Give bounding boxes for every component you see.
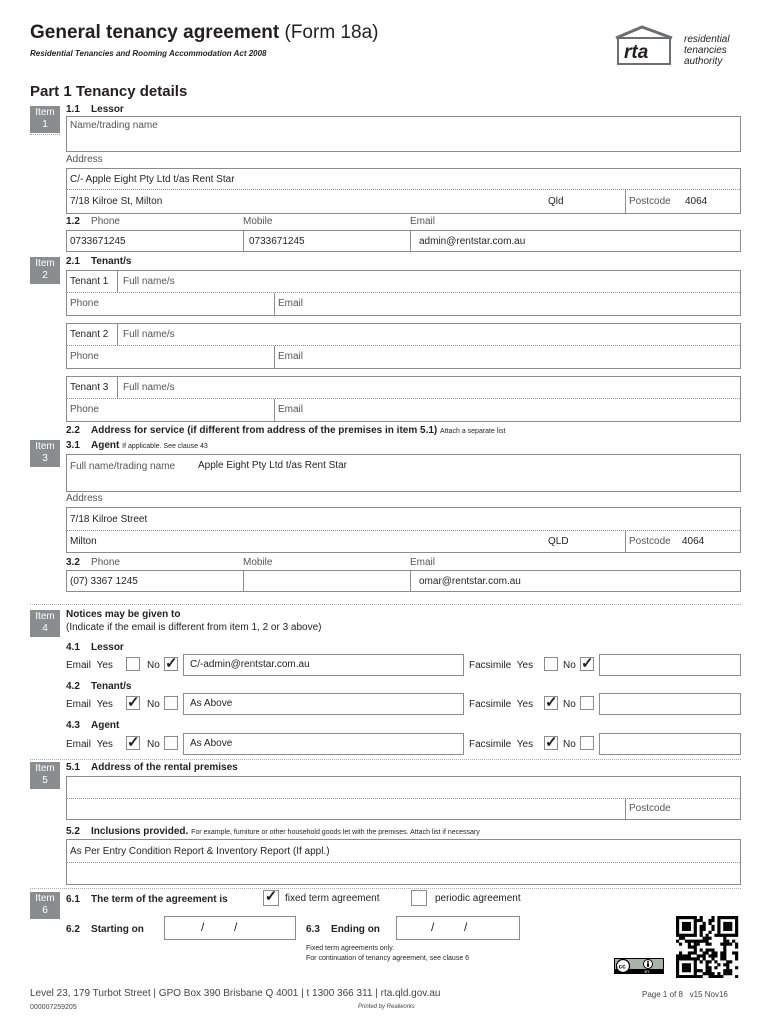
inclusions-value: As Per Entry Condition Report & Inventory Report (If appl.)	[70, 846, 330, 857]
form-title: General tenancy agreement (Form 18a)	[30, 22, 379, 43]
agent-postcode-label: Postcode	[629, 536, 671, 547]
item-tab-4: Item 4	[30, 610, 60, 637]
notice-agent-fax-yes-checkbox[interactable]: ✓	[545, 734, 558, 751]
lessor-name-field[interactable]	[66, 116, 741, 152]
printed-by: Printed by Realworks	[358, 1004, 415, 1010]
page-info: Page 1 of 8 v15 Nov16	[642, 990, 728, 999]
agent-postcode: 4064	[682, 536, 705, 547]
tenant-2-label: Tenant 2	[70, 329, 109, 340]
cc-by-badge	[614, 958, 664, 974]
svg-text:authority: authority	[684, 56, 723, 67]
lessor-contact-heading: 1.2 Phone	[66, 216, 120, 227]
svg-text:residential: residential	[684, 34, 730, 45]
notice-tenant-fax-no-checkbox[interactable]	[580, 696, 594, 710]
agent-address-label: Address	[66, 493, 103, 504]
fixed-term-label: fixed term agreement	[285, 893, 380, 904]
logo-mark: rta	[624, 42, 649, 63]
lessor-postcode: 4064	[685, 196, 708, 207]
continuation-note: For continuation of tenancy agreement, see clause 6	[306, 955, 470, 962]
item-tab-2: Item 2	[30, 257, 60, 284]
notice-lessor-fax-no-checkbox[interactable]: ✓	[581, 655, 594, 672]
end-date-input[interactable]	[396, 916, 520, 940]
agent-email: omar@rentstar.com.au	[419, 576, 521, 587]
notice-tenant-email-yes-checkbox[interactable]: ✓	[127, 694, 140, 711]
tenants-heading: 2.1 Tenant/s	[66, 256, 132, 267]
svg-text:tenancies: tenancies	[684, 45, 727, 56]
lessor-mobile: 0733671245	[249, 236, 305, 247]
inclusions-heading: 5.2 Inclusions provided. For example, furniture or other household goods let with the premises. Attach list if necessary	[66, 826, 480, 837]
item-tab-1: Item 1	[30, 106, 60, 133]
lessor-address-label: Address	[66, 154, 103, 165]
agent-phone: (07) 3367 1245	[70, 576, 138, 587]
notice-tenant-fax-yes-checkbox[interactable]: ✓	[545, 694, 558, 711]
notice-agent-fax-no-checkbox[interactable]	[580, 736, 594, 750]
lessor-heading: 1.1 Lessor	[66, 104, 124, 115]
notice-agent-email-no-checkbox[interactable]	[164, 736, 178, 750]
agent-address-line1: 7/18 Kilroe Street	[70, 514, 148, 525]
tenant-1-label: Tenant 1	[70, 276, 109, 287]
service-address-heading: 2.2 Address for service (if different from address of the premises in item 5.1) Attach a separate list	[66, 425, 506, 436]
lessor-postcode-label: Postcode	[629, 196, 671, 207]
lessor-address-line1: C/- Apple Eight Pty Ltd t/as Rent Star	[70, 174, 235, 185]
agent-name: Apple Eight Pty Ltd t/as Rent Star	[198, 460, 347, 471]
notice-lessor-heading: 4.1 Lessor	[66, 642, 124, 653]
premises-heading: 5.1 Address of the rental premises	[66, 762, 238, 773]
agent-name-field[interactable]	[66, 454, 741, 492]
notice-lessor-fax-input[interactable]	[599, 654, 741, 676]
agent-contact-heading: 3.2 Phone	[66, 557, 120, 568]
act-subtitle: Residential Tenancies and Rooming Accommodation Act 2008	[30, 49, 267, 58]
lessor-email-label: Email	[410, 216, 436, 227]
item-tab-3: Item 3	[30, 440, 60, 467]
rta-logo	[612, 22, 742, 72]
lessor-state: Qld	[548, 196, 564, 207]
lessor-mobile-label: Mobile	[243, 216, 273, 227]
item-tab-6: Item 6	[30, 892, 60, 919]
lessor-phone: 0733671245	[70, 236, 126, 247]
notice-tenant-fax-input[interactable]	[599, 693, 741, 715]
notice-agent-fax-input[interactable]	[599, 733, 741, 755]
end-date-label: 6.3 Ending on	[306, 924, 380, 935]
tenant-3-label: Tenant 3	[70, 382, 109, 393]
agent-mobile-label: Mobile	[243, 557, 273, 568]
qr-code	[674, 916, 740, 978]
agent-email-label: Email	[410, 557, 436, 568]
agent-name-label: Full name/trading name	[70, 461, 176, 472]
agent-contact-field[interactable]	[66, 570, 741, 592]
svg-text:BY: BY	[644, 969, 650, 974]
notice-lessor-email-yes-checkbox[interactable]	[126, 657, 140, 671]
start-date-label: 6.2 Starting on	[66, 924, 144, 935]
periodic-checkbox[interactable]	[411, 890, 427, 906]
lessor-name-label: Name/trading name	[70, 120, 158, 131]
lessor-email: admin@rentstar.com.au	[419, 236, 526, 247]
lessor-address-line2: 7/18 Kilroe St, Milton	[70, 196, 163, 207]
notice-lessor-email-no-checkbox[interactable]: ✓	[165, 655, 178, 672]
premises-postcode-label: Postcode	[629, 803, 671, 814]
svg-text:cc: cc	[618, 963, 626, 971]
item-tab-5: Item 5	[30, 762, 60, 789]
fixed-term-checkbox[interactable]: ✓	[264, 888, 278, 905]
lessor-contact-field[interactable]	[66, 230, 741, 252]
notice-agent-heading: 4.3 Agent	[66, 720, 120, 731]
notice-agent-email-yes-checkbox[interactable]: ✓	[127, 734, 140, 751]
start-date-input[interactable]	[164, 916, 296, 940]
term-heading: 6.1 The term of the agreement is	[66, 894, 228, 905]
part-title: Part 1 Tenancy details	[30, 83, 188, 100]
agent-address-line2: Milton	[70, 536, 97, 547]
notices-sub: (Indicate if the email is different from item 1, 2 or 3 above)	[66, 622, 322, 633]
periodic-label: periodic agreement	[435, 893, 521, 904]
document-number: 000007259205	[30, 1004, 77, 1011]
notice-tenant-heading: 4.2 Tenant/s	[66, 681, 132, 692]
fixed-term-note: Fixed term agreements only.	[306, 945, 395, 952]
agent-state: QLD	[548, 536, 569, 547]
notice-lessor-fax-yes-checkbox[interactable]	[544, 657, 558, 671]
notices-heading: Notices may be given to	[66, 609, 181, 620]
notice-tenant-email-no-checkbox[interactable]	[164, 696, 178, 710]
agent-heading: 3.1 Agent If applicable. See clause 43	[66, 440, 208, 451]
footer-address: Level 23, 179 Turbot Street | GPO Box 390 Brisbane Q 4001 | t 1300 366 311 | rta.qld.gov.au	[30, 988, 441, 999]
